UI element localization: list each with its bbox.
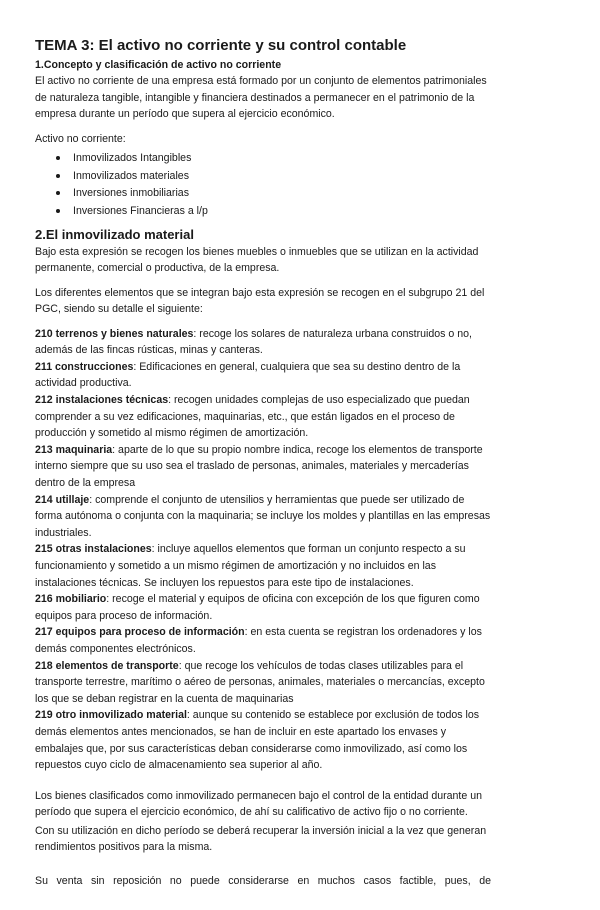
document-title: TEMA 3: El activo no corriente y su control contable (35, 37, 407, 54)
section2-heading: 2.El inmovilizado material (35, 227, 194, 243)
account-item-219: 219 otro inmovilizado material: aunque su contenido se establece por exclusión de todos los demás elementos antes mencionados, se han de incluir en este apartado los envases y embalajes que, por sus características deban considerarse como inmovilizado, así como los repuestos cuyo ciclo de almacenamiento sea superior al año. (35, 709, 480, 772)
account-item-212: 212 instalaciones técnicas: recogen unidades complejas de uso especializado que puedan comprender a su vez edificaciones, maquinarias, etc., que están ligados en el proceso de producción y sometido al mismo régimen de amortización. (35, 394, 470, 440)
section1-paragraph: El activo no corriente de una empresa está formado por un conjunto de elementos patrimoniales de naturaleza tangible, intangible y financiera destinados a permanecer en el patrimonio de la empresa durante un período que supera al ejercicio económico. (35, 75, 487, 121)
asset-list (35, 150, 491, 220)
list-item: Inversiones Financieras a l/p (35, 203, 491, 221)
list-item: Inmovilizados Intangibles (35, 150, 491, 168)
account-item-213: 213 maquinaria: aparte de lo que su propio nombre indica, recoge los elementos de transporte interno siempre que su uso sea el traslado de personas, animales, materiales y mercaderías dentro de la empresa (35, 443, 483, 489)
account-item-211: 211 construcciones: Edificaciones en general, cualquiera que sea su destino dentro de la actividad productiva. (35, 360, 461, 390)
account-item-215: 215 otras instalaciones: incluye aquellos elementos que forman un conjunto respecto a su funcionamiento y sometido a un mismo régimen de amortización y no incluidos en las instalaciones técnicas. Se incluyen los repuestos para este tipo de instalaciones. (35, 543, 466, 589)
section1-heading: 1.Concepto y clasificación de activo no corriente (35, 59, 282, 71)
list-item: Inversiones inmobiliarias (35, 185, 491, 203)
account-item-210: 210 terrenos y bienes naturales: recoge los solares de naturaleza urbana construidos o no, además de las fincas rústicas, minas y canteras. (35, 327, 472, 357)
section2-paragraph5: Su venta sin reposición no puede considerarse en muchos casos factible, pues, de (35, 875, 491, 888)
account-item-217: 217 equipos para proceso de información: en esta cuenta se registran los ordenadores y los demás componentes electrónicos. (35, 626, 482, 655)
account-item-216: 216 mobiliario: recoge el material y equipos de oficina con excepción de los que figuren como equipos para proceso de información. (35, 593, 480, 622)
account-item-218: 218 elementos de transporte: que recoge los vehículos de todas clases utilizables para el transporte terrestre, marítimo o aéreo de personas, animales, materiales o mercancías, excepto los que se deban registrar en la cuenta de maquinarias (35, 659, 485, 705)
list-item: Inmovilizados materiales (35, 168, 491, 186)
list-label: Activo no corriente: (35, 132, 126, 145)
section2-paragraph3: Los bienes clasificados como inmovilizado permanecen bajo el control de la entidad durante un período que supera el ejercicio económico, de ahí su calificativo de activo fijo o no corriente. (35, 789, 482, 819)
account-item-214: 214 utillaje: comprende el conjunto de utensilios y herramientas que puede ser utilizado de forma autónoma o conjunta con la maquinaria; se incluye los moldes y plantillas en las empresas industriales. (35, 493, 491, 539)
section2-paragraph4: Con su utilización en dicho período se deberá recuperar la inversión inicial a la vez que generan rendimientos positivos para la misma. (35, 824, 487, 853)
section2-paragraph1: Bajo esta expresión se recogen los bienes muebles o inmuebles que se utilizan en la actividad permanente, comercial o productiva, de la empresa. (35, 246, 479, 275)
section2-paragraph2: Los diferentes elementos que se integran bajo esta expresión se recogen en el subgrupo 21 del PGC, siendo su detalle el siguiente: (35, 286, 485, 316)
account-items (35, 326, 491, 774)
